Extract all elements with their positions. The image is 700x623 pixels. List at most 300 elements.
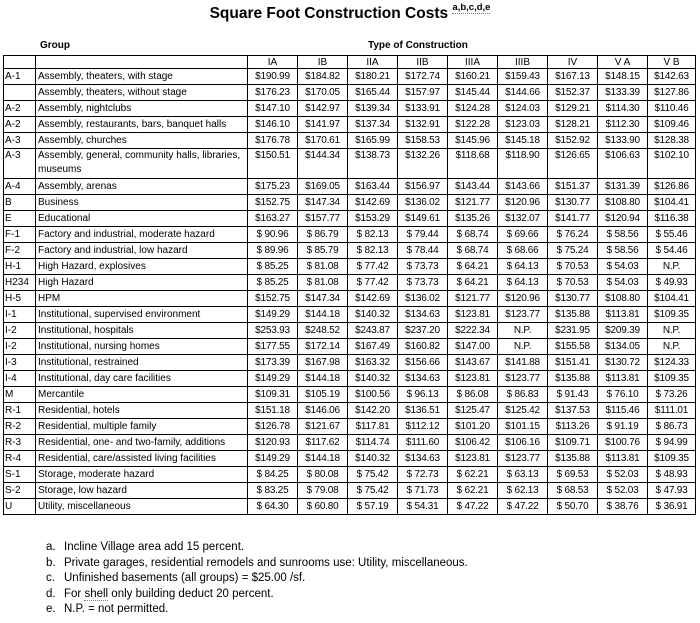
- cost-value-cell: $134.63: [398, 451, 448, 467]
- cost-value-cell: $133.91: [398, 101, 448, 117]
- cost-value-cell: $126.86: [648, 179, 696, 195]
- cost-value-cell: $149.29: [248, 371, 298, 387]
- cost-value-cell: $123.81: [448, 307, 498, 323]
- table-row: [4, 483, 696, 499]
- cost-value-cell: $151.18: [248, 403, 298, 419]
- footnote-text: For: [64, 587, 85, 600]
- occupancy-description-cell: Residential, hotels: [36, 403, 248, 419]
- cost-value-cell: $ 85.79: [298, 243, 348, 259]
- cost-value-cell: $131.39: [598, 179, 648, 195]
- table-row: [4, 133, 696, 149]
- occupancy-group-cell: I-2: [4, 339, 36, 355]
- footnotes-list: [46, 540, 468, 618]
- occupancy-group-cell: S-2: [4, 483, 36, 499]
- cost-value-cell: $149.29: [248, 451, 298, 467]
- cost-value-cell: $177.55: [248, 339, 298, 355]
- cost-value-cell: $124.03: [498, 101, 548, 117]
- occupancy-group-cell: A-2: [4, 101, 36, 117]
- cost-value-cell: $ 60.80: [298, 499, 348, 515]
- cost-value-cell: $ 82.13: [348, 243, 398, 259]
- cost-value-cell: $142.69: [348, 291, 398, 307]
- cost-value-cell: $ 68.66: [498, 243, 548, 259]
- cost-value-cell: $120.96: [498, 195, 548, 211]
- title-footnote-marks: a,b,c,d,e: [452, 2, 491, 13]
- cost-value-cell: $ 79.44: [398, 227, 448, 243]
- cost-value-cell: $ 85.25: [248, 259, 298, 275]
- cost-value-cell: $ 68.74: [448, 227, 498, 243]
- footnote-text: Private garages, residential remodels and sunrooms use: Utility, miscellaneous.: [64, 556, 468, 569]
- table-row: [4, 243, 696, 259]
- cost-value-cell: N.P.: [648, 339, 696, 355]
- cost-value-cell: $143.66: [498, 179, 548, 195]
- cost-value-cell: $133.90: [598, 133, 648, 149]
- cost-value-cell: $ 89.96: [248, 243, 298, 259]
- cost-value-cell: $ 72.73: [398, 467, 448, 483]
- cost-value-cell: $114.74: [348, 435, 398, 451]
- cost-value-cell: $ 48.93: [648, 467, 696, 483]
- footnote-text: Incline Village area add 15 percent.: [64, 541, 245, 553]
- cost-value-cell: $112.30: [598, 117, 648, 133]
- cost-value-cell: $111.60: [398, 435, 448, 451]
- cost-value-cell: $147.10: [248, 101, 298, 117]
- occupancy-group-cell: H-1: [4, 259, 36, 275]
- occupancy-description-cell: Storage, low hazard: [36, 483, 248, 499]
- occupancy-description-cell: Factory and industrial, low hazard: [36, 243, 248, 259]
- cost-value-cell: $145.18: [498, 133, 548, 149]
- occupancy-group-cell: H-5: [4, 291, 36, 307]
- cost-value-cell: $156.97: [398, 179, 448, 195]
- cost-value-cell: $127.86: [648, 85, 696, 101]
- occupancy-group-cell: R-4: [4, 451, 36, 467]
- header-blank-cell: [36, 56, 248, 69]
- occupancy-description-cell: Institutional, restrained: [36, 355, 248, 371]
- cost-value-cell: $109.71: [548, 435, 598, 451]
- occupancy-group-cell: R-2: [4, 419, 36, 435]
- cost-value-cell: $163.27: [248, 211, 298, 227]
- cost-value-cell: $120.94: [598, 211, 648, 227]
- occupancy-group-cell: I-2: [4, 323, 36, 339]
- occupancy-description-cell: HPM: [36, 291, 248, 307]
- cost-value-cell: $149.29: [248, 307, 298, 323]
- cost-value-cell: $143.67: [448, 355, 498, 371]
- cost-value-cell: $100.56: [348, 387, 398, 403]
- cost-value-cell: $108.80: [598, 195, 648, 211]
- cost-value-cell: $130.77: [548, 291, 598, 307]
- cost-value-cell: $116.38: [648, 211, 696, 227]
- column-header-cell: IB: [298, 56, 348, 69]
- footnote-text: N.P. = not permitted.: [64, 603, 169, 615]
- table-row: [4, 419, 696, 435]
- occupancy-description-cell: Assembly, arenas: [36, 179, 248, 195]
- cost-value-cell: $101.15: [498, 419, 548, 435]
- cost-value-cell: $ 80.08: [298, 467, 348, 483]
- cost-value-cell: $253.93: [248, 323, 298, 339]
- cost-value-cell: $ 77.42: [348, 259, 398, 275]
- page-title: [0, 4, 700, 23]
- occupancy-group-cell: A-3: [4, 133, 36, 149]
- cost-value-cell: $231.95: [548, 323, 598, 339]
- cost-value-cell: $ 90.96: [248, 227, 298, 243]
- cost-value-cell: $ 83.25: [248, 483, 298, 499]
- cost-value-cell: $132.91: [398, 117, 448, 133]
- cost-value-cell: $ 64.13: [498, 259, 548, 275]
- cost-value-cell: $155.58: [548, 339, 598, 355]
- cost-value-cell: $132.26: [398, 149, 448, 179]
- cost-value-cell: $ 47.93: [648, 483, 696, 499]
- cost-value-cell: $118.90: [498, 149, 548, 179]
- table-row: [4, 195, 696, 211]
- cost-value-cell: $ 81.08: [298, 275, 348, 291]
- cost-value-cell: $142.20: [348, 403, 398, 419]
- cost-value-cell: $147.34: [298, 291, 348, 307]
- occupancy-description-cell: High Hazard, explosives: [36, 259, 248, 275]
- construction-type-header: Type of Construction: [368, 40, 468, 51]
- cost-value-cell: $121.77: [448, 291, 498, 307]
- cost-value-cell: $120.93: [248, 435, 298, 451]
- cost-value-cell: $ 73.73: [398, 275, 448, 291]
- occupancy-group-cell: I-3: [4, 355, 36, 371]
- cost-value-cell: $ 58.56: [598, 243, 648, 259]
- cost-value-cell: $132.07: [498, 211, 548, 227]
- cost-value-cell: $136.02: [398, 291, 448, 307]
- cost-value-cell: $126.65: [548, 149, 598, 179]
- cost-value-cell: $ 63.13: [498, 467, 548, 483]
- cost-value-cell: $106.63: [598, 149, 648, 179]
- cost-value-cell: $144.66: [498, 85, 548, 101]
- occupancy-description-cell: Institutional, hospitals: [36, 323, 248, 339]
- cost-value-cell: $ 52.03: [598, 483, 648, 499]
- occupancy-group-cell: F-1: [4, 227, 36, 243]
- occupancy-group-cell: A-1: [4, 69, 36, 85]
- cost-value-cell: $106.16: [498, 435, 548, 451]
- cost-value-cell: $147.00: [448, 339, 498, 355]
- cost-value-cell: $152.75: [248, 291, 298, 307]
- cost-value-cell: $ 76.10: [598, 387, 648, 403]
- cost-value-cell: $ 91.19: [598, 419, 648, 435]
- cost-value-cell: $ 76.24: [548, 227, 598, 243]
- cost-value-cell: $167.13: [548, 69, 598, 85]
- cost-value-cell: $138.73: [348, 149, 398, 179]
- cost-value-cell: $165.44: [348, 85, 398, 101]
- cost-value-cell: $109.35: [648, 371, 696, 387]
- cost-value-cell: $109.46: [648, 117, 696, 133]
- cost-value-cell: $136.02: [398, 195, 448, 211]
- cost-value-cell: $143.44: [448, 179, 498, 195]
- occupancy-description-cell: Institutional, day care facilities: [36, 371, 248, 387]
- cost-value-cell: $106.42: [448, 435, 498, 451]
- footnote-marker: d.: [46, 587, 56, 600]
- cost-value-cell: $170.05: [298, 85, 348, 101]
- cost-value-cell: $115.46: [598, 403, 648, 419]
- table-row: [4, 117, 696, 133]
- cost-value-cell: $121.67: [298, 419, 348, 435]
- cost-value-cell: $141.97: [298, 117, 348, 133]
- table-row: [4, 387, 696, 403]
- table-row: [4, 69, 696, 85]
- cost-value-cell: $146.10: [248, 117, 298, 133]
- occupancy-description-cell: Residential, multiple family: [36, 419, 248, 435]
- cost-value-cell: $104.41: [648, 195, 696, 211]
- cost-value-cell: $169.05: [298, 179, 348, 195]
- table-row: [4, 275, 696, 291]
- cost-value-cell: $ 84.25: [248, 467, 298, 483]
- occupancy-group-cell: E: [4, 211, 36, 227]
- cost-value-cell: $153.29: [348, 211, 398, 227]
- table-row: [4, 211, 696, 227]
- cost-value-cell: $130.72: [598, 355, 648, 371]
- cost-value-cell: $136.51: [398, 403, 448, 419]
- table-row: [4, 435, 696, 451]
- cost-value-cell: $117.81: [348, 419, 398, 435]
- cost-value-cell: $129.21: [548, 101, 598, 117]
- column-header-cell: V A: [598, 56, 648, 69]
- cost-value-cell: $159.43: [498, 69, 548, 85]
- footnote-marker: e.: [46, 603, 56, 615]
- occupancy-description-cell: Utility, miscellaneous: [36, 499, 248, 515]
- cost-value-cell: $209.39: [598, 323, 648, 339]
- construction-cost-table: [3, 55, 696, 515]
- cost-value-cell: $ 64.30: [248, 499, 298, 515]
- occupancy-group-cell: M: [4, 387, 36, 403]
- table-row: [4, 451, 696, 467]
- footnote-item: [46, 571, 468, 587]
- column-header-cell: IIIB: [498, 56, 548, 69]
- cost-value-cell: $243.87: [348, 323, 398, 339]
- cost-value-cell: $ 96.13: [398, 387, 448, 403]
- cost-value-cell: $ 54.46: [648, 243, 696, 259]
- occupancy-group-cell: A-4: [4, 179, 36, 195]
- column-header-cell: IIIA: [448, 56, 498, 69]
- cost-value-cell: $152.75: [248, 195, 298, 211]
- table-row: [4, 291, 696, 307]
- table-row: [4, 307, 696, 323]
- cost-value-cell: $146.06: [298, 403, 348, 419]
- cost-value-cell: $134.63: [398, 371, 448, 387]
- cost-value-cell: $167.49: [348, 339, 398, 355]
- cost-value-cell: $112.12: [398, 419, 448, 435]
- cost-value-cell: $140.32: [348, 451, 398, 467]
- occupancy-group-cell: R-1: [4, 403, 36, 419]
- cost-value-cell: $ 54.03: [598, 259, 648, 275]
- cost-value-cell: $ 73.26: [648, 387, 696, 403]
- table-row: [4, 339, 696, 355]
- cost-value-cell: $ 69.66: [498, 227, 548, 243]
- cost-value-cell: $117.62: [298, 435, 348, 451]
- table-row: [4, 499, 696, 515]
- cost-value-cell: $ 36.91: [648, 499, 696, 515]
- cost-value-cell: $152.37: [548, 85, 598, 101]
- cost-value-cell: $123.81: [448, 371, 498, 387]
- cost-value-cell: $ 69.53: [548, 467, 598, 483]
- occupancy-description-cell: Institutional, supervised environment: [36, 307, 248, 323]
- cost-value-cell: $144.18: [298, 307, 348, 323]
- cost-value-cell: $123.81: [448, 451, 498, 467]
- occupancy-description-cell: Assembly, general, community halls, libraries, museums: [36, 149, 248, 179]
- table-row: [4, 179, 696, 195]
- cost-value-cell: $123.03: [498, 117, 548, 133]
- table-row: [4, 227, 696, 243]
- cost-value-cell: $147.34: [298, 195, 348, 211]
- cost-value-cell: $140.32: [348, 307, 398, 323]
- cost-value-cell: $133.39: [598, 85, 648, 101]
- table-row: [4, 149, 696, 179]
- cost-value-cell: $123.77: [498, 371, 548, 387]
- cost-value-cell: $142.97: [298, 101, 348, 117]
- occupancy-description-cell: Mercantile: [36, 387, 248, 403]
- cost-value-cell: $128.21: [548, 117, 598, 133]
- table-body: [4, 56, 696, 515]
- occupancy-description-cell: Residential, one- and two-family, additions: [36, 435, 248, 451]
- cost-value-cell: $156.66: [398, 355, 448, 371]
- table-row: [4, 259, 696, 275]
- cost-value-cell: $102.10: [648, 149, 696, 179]
- cost-value-cell: $160.21: [448, 69, 498, 85]
- occupancy-group-cell: [4, 85, 36, 101]
- cost-value-cell: $ 62.21: [448, 467, 498, 483]
- column-header-row: [4, 56, 696, 69]
- cost-value-cell: $111.01: [648, 403, 696, 419]
- cost-value-cell: $141.88: [498, 355, 548, 371]
- cost-value-cell: $150.51: [248, 149, 298, 179]
- cost-value-cell: $157.97: [398, 85, 448, 101]
- cost-value-cell: $ 86.79: [298, 227, 348, 243]
- table-row: [4, 467, 696, 483]
- occupancy-description-cell: Assembly, nightclubs: [36, 101, 248, 117]
- cost-value-cell: $165.99: [348, 133, 398, 149]
- cost-value-cell: $184.82: [298, 69, 348, 85]
- cost-value-cell: $ 75.42: [348, 483, 398, 499]
- cost-value-cell: $108.80: [598, 291, 648, 307]
- cost-value-cell: $172.74: [398, 69, 448, 85]
- occupancy-description-cell: Assembly, theaters, with stage: [36, 69, 248, 85]
- cost-value-cell: $163.44: [348, 179, 398, 195]
- cost-value-cell: $113.26: [548, 419, 598, 435]
- cost-value-cell: $175.23: [248, 179, 298, 195]
- cost-value-cell: $ 47.22: [498, 499, 548, 515]
- table-row: [4, 355, 696, 371]
- occupancy-group-cell: H234: [4, 275, 36, 291]
- cost-value-cell: $ 68.74: [448, 243, 498, 259]
- occupancy-group-cell: R-3: [4, 435, 36, 451]
- cost-value-cell: $ 79.08: [298, 483, 348, 499]
- cost-value-cell: $126.78: [248, 419, 298, 435]
- cost-value-cell: $113.81: [598, 371, 648, 387]
- cost-value-cell: $ 71.73: [398, 483, 448, 499]
- cost-value-cell: $ 62.13: [498, 483, 548, 499]
- occupancy-description-cell: Residential, care/assisted living facilities: [36, 451, 248, 467]
- cost-value-cell: $ 75.42: [348, 467, 398, 483]
- cost-value-cell: $114.30: [598, 101, 648, 117]
- table-row: [4, 323, 696, 339]
- occupancy-description-cell: Assembly, churches: [36, 133, 248, 149]
- cost-value-cell: $125.47: [448, 403, 498, 419]
- cost-value-cell: $152.92: [548, 133, 598, 149]
- occupancy-group-cell: S-1: [4, 467, 36, 483]
- cost-value-cell: $120.96: [498, 291, 548, 307]
- occupancy-description-cell: High Hazard: [36, 275, 248, 291]
- cost-value-cell: $167.98: [298, 355, 348, 371]
- cost-value-cell: $118.68: [448, 149, 498, 179]
- cost-value-cell: $ 86.73: [648, 419, 696, 435]
- header-blank-cell: [4, 56, 36, 69]
- cost-value-cell: $157.77: [298, 211, 348, 227]
- cost-value-cell: $ 47.22: [448, 499, 498, 515]
- cost-value-cell: $145.44: [448, 85, 498, 101]
- cost-value-cell: $139.34: [348, 101, 398, 117]
- footnote-item: [46, 587, 468, 603]
- column-header-cell: IIA: [348, 56, 398, 69]
- occupancy-description-cell: Assembly, theaters, without stage: [36, 85, 248, 101]
- cost-value-cell: $158.53: [398, 133, 448, 149]
- cost-value-cell: $172.14: [298, 339, 348, 355]
- cost-value-cell: $121.77: [448, 195, 498, 211]
- group-column-header: Group: [40, 40, 70, 51]
- cost-value-cell: N.P.: [498, 323, 548, 339]
- occupancy-group-cell: I-1: [4, 307, 36, 323]
- cost-value-cell: $140.32: [348, 371, 398, 387]
- cost-value-cell: $109.31: [248, 387, 298, 403]
- cost-value-cell: $124.28: [448, 101, 498, 117]
- cost-value-cell: $110.46: [648, 101, 696, 117]
- occupancy-group-cell: U: [4, 499, 36, 515]
- cost-value-cell: N.P.: [498, 339, 548, 355]
- cost-value-cell: $ 78.44: [398, 243, 448, 259]
- table-row: [4, 371, 696, 387]
- column-header-cell: V B: [648, 56, 696, 69]
- cost-value-cell: $113.81: [598, 307, 648, 323]
- cost-value-cell: $130.77: [548, 195, 598, 211]
- footnote-spellcheck-word: shell: [84, 587, 109, 600]
- cost-value-cell: $125.42: [498, 403, 548, 419]
- cost-value-cell: $142.69: [348, 195, 398, 211]
- occupancy-description-cell: Business: [36, 195, 248, 211]
- cost-value-cell: $ 64.13: [498, 275, 548, 291]
- occupancy-description-cell: Storage, moderate hazard: [36, 467, 248, 483]
- cost-value-cell: N.P.: [648, 259, 696, 275]
- cost-value-cell: $ 91.43: [548, 387, 598, 403]
- cost-value-cell: $123.77: [498, 307, 548, 323]
- footnote-text: Unfinished basements (all groups) = $25.00 /sf.: [64, 572, 306, 584]
- cost-value-cell: $148.15: [598, 69, 648, 85]
- cost-value-cell: $ 58.56: [598, 227, 648, 243]
- footnote-text: only building deduct 20 percent.: [108, 587, 274, 600]
- cost-value-cell: $ 81.08: [298, 259, 348, 275]
- cost-value-cell: $ 86.08: [448, 387, 498, 403]
- footnote-item: [46, 540, 468, 556]
- footnote-marker: c.: [46, 572, 55, 584]
- cost-value-cell: $113.81: [598, 451, 648, 467]
- cost-value-cell: $137.34: [348, 117, 398, 133]
- cost-value-cell: $ 73.73: [398, 259, 448, 275]
- cost-value-cell: $ 54.03: [598, 275, 648, 291]
- title-text: Square Foot Construction Costs: [209, 5, 449, 23]
- occupancy-description-cell: Educational: [36, 211, 248, 227]
- cost-value-cell: $135.88: [548, 371, 598, 387]
- cost-value-cell: $135.88: [548, 451, 598, 467]
- cost-value-cell: $134.05: [598, 339, 648, 355]
- cost-value-cell: $222.34: [448, 323, 498, 339]
- cost-value-cell: $101.20: [448, 419, 498, 435]
- cost-value-cell: $151.41: [548, 355, 598, 371]
- table-row: [4, 85, 696, 101]
- cost-value-cell: $144.34: [298, 149, 348, 179]
- table-row: [4, 101, 696, 117]
- cost-value-cell: $122.28: [448, 117, 498, 133]
- cost-value-cell: $170.61: [298, 133, 348, 149]
- cost-value-cell: $ 54.31: [398, 499, 448, 515]
- cost-value-cell: $176.23: [248, 85, 298, 101]
- cost-value-cell: $ 68.53: [548, 483, 598, 499]
